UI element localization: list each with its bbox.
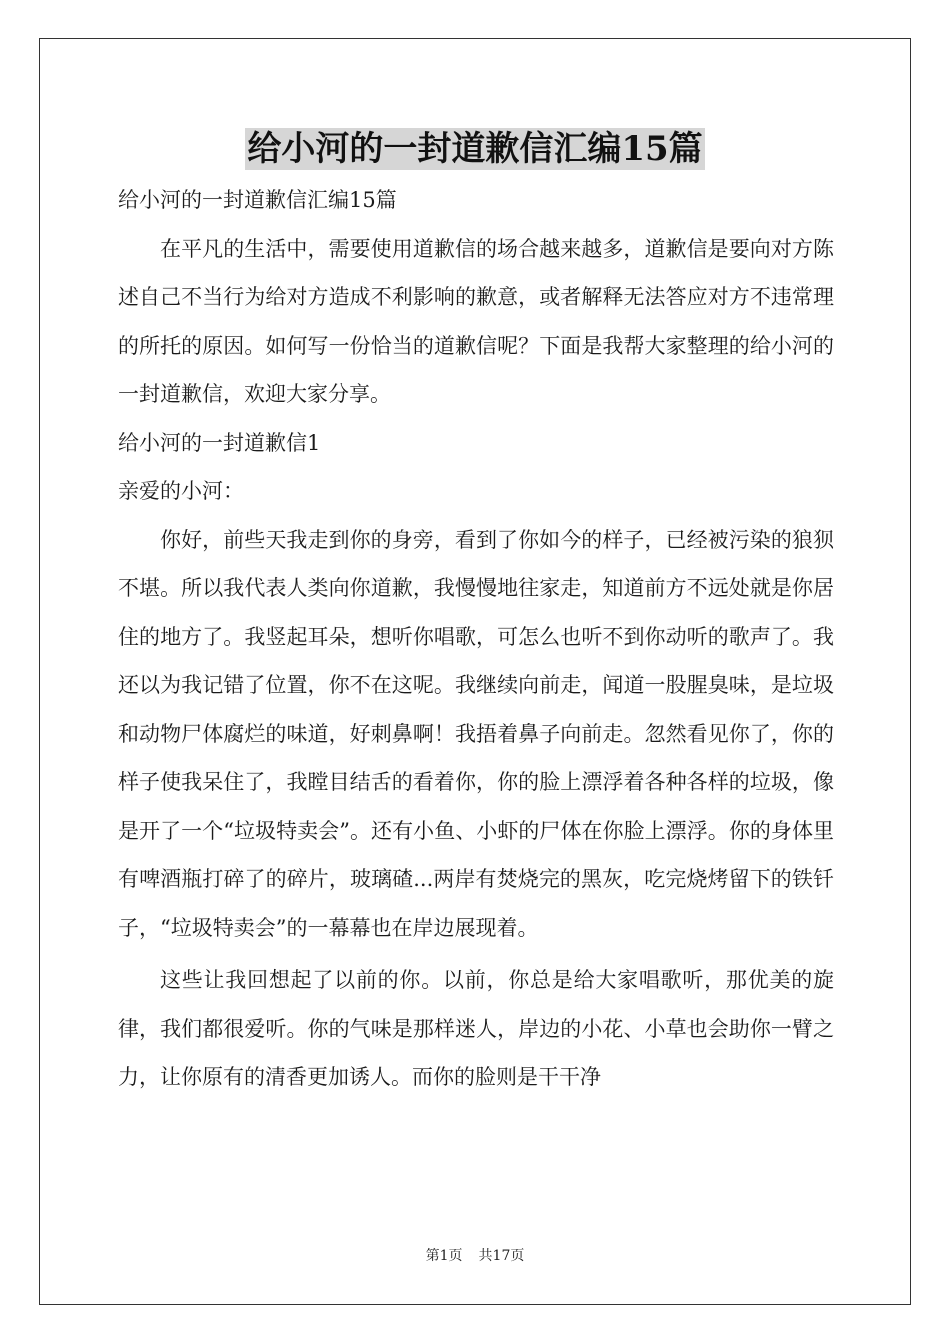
- page-footer: [0, 1246, 950, 1266]
- letter-salutation: 亲爱的小河：: [118, 479, 244, 503]
- section-heading: 给小河的一封道歉信1: [118, 430, 321, 455]
- page-number-total: 共17页: [478, 1248, 525, 1264]
- document-title: 给小河的一封道歉信汇编15篇: [247, 129, 703, 169]
- paragraph-subtitle: 给小河的一封道歉信汇编15篇: [118, 188, 397, 212]
- paragraph-intro: 在平凡的生活中，需要使用道歉信的场合越来越多，道歉信是要向对方陈述自己不当行为给对方造成不利影响的歉意，或者解释无法答应对方不违常理的所托的原因。如何写一份恰当的道歉信呢？下面是我帮大家整理的给小河的一封道歉信，欢迎大家分享。: [118, 236, 834, 406]
- page-number-current: 第1页: [425, 1248, 463, 1264]
- paragraph-letter-body-2: 这些让我回想起了以前的你。以前，你总是给大家唱歌听，那优美的旋律，我们都很爱听。你的气味是那样迷人，岸边的小花、小草也会助你一臂之力，让你原有的清香更加诱人。而你的脸则是干干净: [118, 968, 834, 1089]
- paragraph-letter-body-1: 你好，前些天我走到你的身旁，看到了你如今的样子，已经被污染的狼狈不堪。所以我代表人类向你道歉，我慢慢地往家走，知道前方不远处就是你居住的地方了。我竖起耳朵，想听你唱歌，可怎么也听不到你动听的歌声了。我还以为我记错了位置，你不在这呢。我继续向前走，闻道一股腥臭味，是垃圾和动物尸体腐烂的味道，好刺鼻啊！我捂着鼻子向前走。忽然看见你了，你的样子使我呆住了，我瞠目结舌的看着你，你的脸上漂浮着各种各样的垃圾，像是开了一个“垃圾特卖会”。还有小鱼、小虾的尸体在你脸上漂浮。你的身体里有啤酒瓶打碎了的碎片，玻璃碴...两岸有焚烧完的黑灰，吃完烧烤留下的铁钎子，“垃圾特卖会”的一幕幕也在岸边展现着。: [118, 527, 834, 940]
- title-container: [0, 128, 950, 170]
- document-body: [118, 176, 834, 1102]
